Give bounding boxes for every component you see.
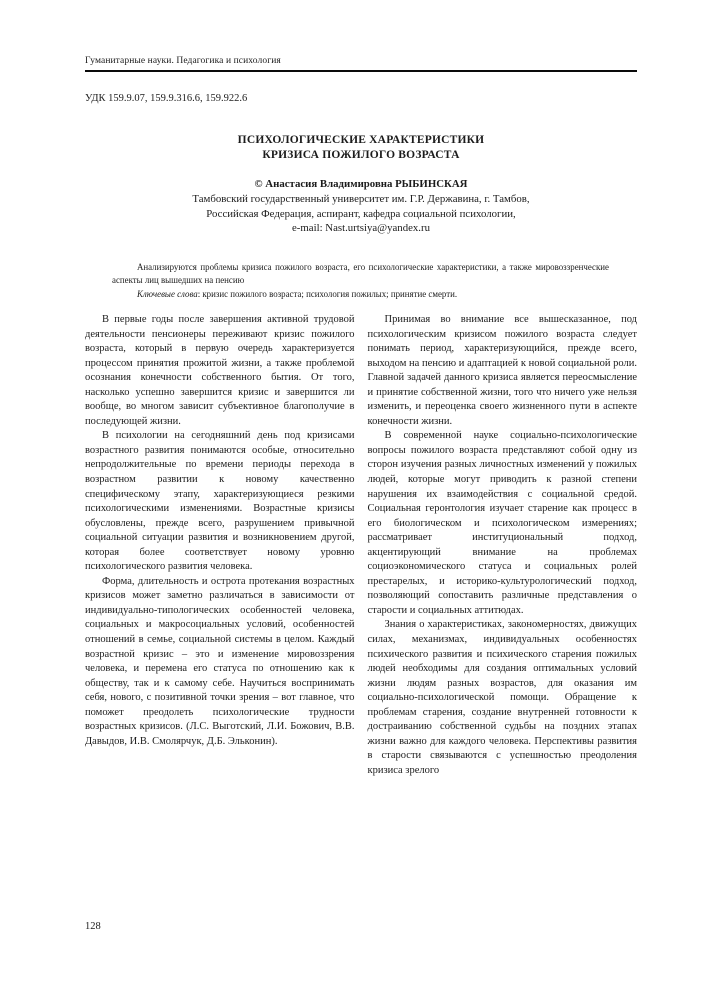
right-column	[368, 313, 638, 779]
affiliation-line-2: Российская Федерация, аспирант, кафедра социальной психологии,	[206, 207, 516, 220]
paragraph: Форма, длительность и острота протекания возрастных кризисов может заметно различаться в зависимости от индивидуально-типологических особенностей человека, социальных и макросоциальных условий, особенностей отношений в семье, социальной системы в целом. Каждый возрастной кризис – это и изменение мировоззрения человека, и перемена его статуса по отношению как к обществу, так и к самому себе. Научиться воспринимать себя, нового, с позитивной точки зрения – вот главное, что поможет преодолеть психологические трудности возрастных кризисов. (Л.С. Выготский, Л.И. Божович, В.В. Давыдов, И.В. Смолярчук, Д.Б. Эльконин).	[85, 575, 355, 747]
author-email: e-mail: Nast.urtsiya@yandex.ru	[292, 222, 430, 235]
paragraph: В современной науке социально-психологические вопросы пожилого возраста представляют собой одну из сторон изучения разных личностных изменений у пожилых людей, которые могут приводить к разной степени нарушения их взаимодействия с социальной средой. Социальная геронтология изучает старение как процесс в его биологическом и психологическом измерениях; рассматривает институциональный подход, акцентирующий внимание на проблемах социоэкономического статуса и социальных ролей престарелых, и историко-культурологический подход, позволяющий сопоставить различные представления о старости и социальных аттитюдах.	[367, 430, 637, 616]
page-number: 128	[85, 921, 101, 932]
paragraph: В психологии на сегодняшний день под кризисами возрастного развития понимаются особые, относительно непродолжительные по времени периоды перехода в возрастном развитии к новому качественно специфическому этапу, характеризующиеся резкими психологическими изменениями. Возрастные кризисы обусловлены, прежде всего, разрушением привычной социальной ситуации развития и возникновением другой, которая более соответствует новому уровню психологического развития человека.	[85, 430, 355, 573]
abstract-text: Анализируются проблемы кризиса пожилого возраста, его психологические характеристики, а также мировоззренческие аспекты лиц вышедших на пенсию	[112, 262, 609, 286]
paragraph: В первые годы после завершения активной трудовой деятельности пенсионеры переживают кризис пожилого возраста, который в первую очередь характеризуется процессом принятия прожитой жизни, а также проблемой осознания конечности собственного бытия. От того, насколько успешно завершится кризис и завершится ли вообще, во многом зависит субъективное благополучие в последующей жизни.	[85, 314, 355, 427]
keywords-line	[112, 288, 609, 301]
article-title	[85, 133, 637, 163]
header-rule	[85, 70, 637, 72]
affiliation-line-1: Тамбовский государственный университет им. Г.Р. Державина, г. Тамбов,	[192, 192, 530, 205]
keywords-label: Ключевые слова	[137, 288, 198, 299]
paragraph: Знания о характеристиках, закономерностях, движущих силах, механизмах, индивидуальных особенностях психического развития и психического старения пожилых людей необходимы для создания оптимальных условий жизни людям разных возрастов, для оказания им социально-психологической помощи. Обращение к проблемам старения, создание внутренней готовности к достраиванию собственной судьбы на поздних этапах жизни важно для каждого человека. Перспективы развития в старости связываются с успешностью преодоления кризиса зрелого	[367, 619, 637, 776]
author-block	[85, 177, 637, 236]
article-title-line-2: КРИЗИСА ПОЖИЛОГО ВОЗРАСТА	[262, 148, 460, 161]
article-title-line-1: ПСИХОЛОГИЧЕСКИЕ ХАРАКТЕРИСТИКИ	[237, 134, 485, 146]
paragraph: Принимая во внимание все вышесказанное, под психологическим кризисом пожилого возраста следует понимать период, характеризующийся, прежде всего, выходом на пенсию и адаптацией к новой социальной роли. Главной задачей данного кризиса является переосмысление и принятие собственной жизни, того что ничего уже нельзя изменить, и переоценка своего жизненного пути в аспекте конечности жизни.	[367, 314, 637, 427]
abstract-block	[112, 261, 609, 301]
author-name: © Анастасия Владимировна РЫБИНСКАЯ	[254, 178, 468, 190]
article-body	[85, 313, 637, 779]
keywords-text: : кризис пожилого возраста; психология пожилых; принятие смерти.	[197, 288, 458, 299]
udc-code: УДК 159.9.07, 159.9.316.6, 159.922.6	[85, 93, 248, 104]
left-column	[85, 313, 355, 779]
journal-running-head: Гуманитарные науки. Педагогика и психология	[85, 56, 281, 66]
